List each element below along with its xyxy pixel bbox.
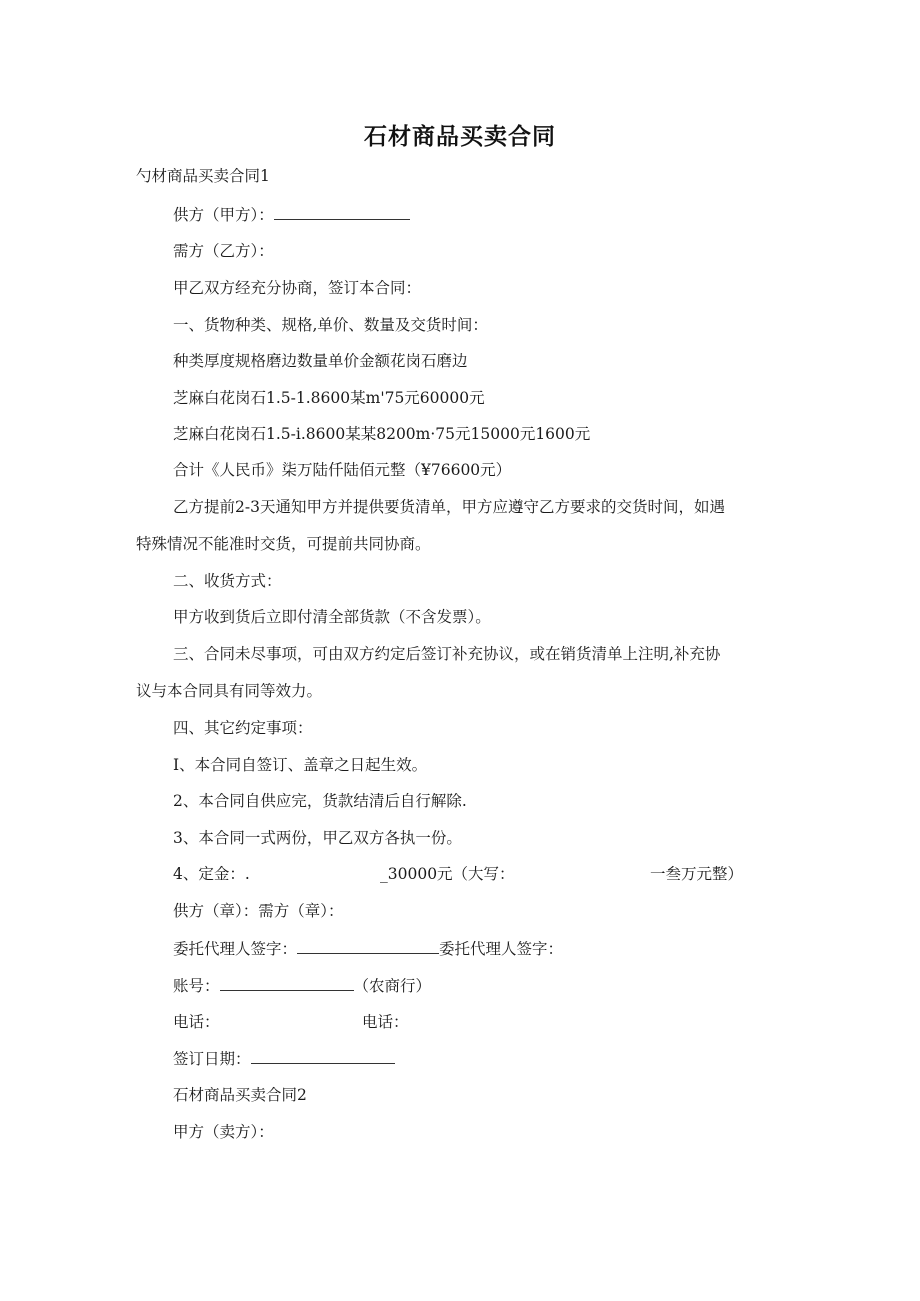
intro-line: 甲乙双方经充分协商，签订本合同： [173, 279, 422, 297]
item-4-label: 4、定金：. [173, 865, 250, 883]
delivery-line-1: 乙方提前2-3天通知甲方并提供要货清单，甲方应遵守乙方要求的交货时间，如遇 [173, 498, 725, 516]
supplier-blank [274, 204, 410, 220]
document-title: 石材商品买卖合同 [364, 124, 556, 150]
account-label: 账号： [173, 977, 220, 995]
goods-row-2: 芝麻白花岗石1.5-i.8600某某8200m·75元15000元1600元 [173, 425, 591, 443]
phone-label-supplier: 电话： [173, 1013, 220, 1031]
buyer-line: 需方（乙方）： [173, 242, 274, 260]
item-1: I、本合同自签订、盖章之日起生效。 [173, 756, 428, 774]
agent-label-buyer: 委托代理人签字： [439, 940, 564, 958]
account-line [173, 975, 431, 996]
account-blank [220, 975, 354, 991]
sign-date-label: 签订日期： [173, 1050, 251, 1068]
agent-blank [297, 938, 439, 954]
contract-heading-2: 石材商品买卖合同2 [173, 1086, 307, 1104]
section-3-line-1: 三、合同未尽事项，可由双方约定后签订补充协议，或在销货清单上注明,补充协 [173, 645, 721, 663]
item-2: 2、本合同自供应完，货款结清后自行解除. [173, 792, 467, 810]
item-4-amount: _30000元（大写： [380, 865, 515, 883]
goods-row-1: 芝麻白花岗石1.5-1.8600某m'75元60000元 [173, 389, 485, 407]
section-3-line-2: 议与本合同具有同等效力。 [136, 682, 323, 700]
phone-label-buyer: 电话： [362, 1013, 409, 1031]
contract-heading-1: 勺材商品买卖合同1 [136, 167, 270, 185]
item-4-words: 一叁万元整） [650, 865, 744, 883]
supplier-line [173, 204, 410, 225]
total-line: 合计《人民币》柒万陆仟陆佰元整（¥76600元） [173, 461, 512, 479]
section-2-body: 甲方收到货后立即付清全部货款（不含发票）。 [173, 608, 491, 626]
seal-line: 供方（章）：需方（章）： [173, 902, 344, 920]
item-3: 3、本合同一式两份，甲乙双方各执一份。 [173, 829, 462, 847]
section-2-heading: 二、收货方式： [173, 572, 282, 590]
party-a-seller-line: 甲方（卖方）： [173, 1123, 274, 1141]
sign-date-line [173, 1048, 395, 1069]
section-1-heading: 一、货物种类、规格,单价、数量及交货时间： [173, 316, 488, 334]
section-4-heading: 四、其它约定事项： [173, 719, 313, 737]
delivery-line-2: 特殊情况不能准时交货，可提前共同协商。 [136, 535, 431, 553]
sign-date-blank [251, 1048, 395, 1064]
supplier-label: 供方（甲方）： [173, 206, 274, 224]
agent-label-supplier: 委托代理人签字： [173, 940, 298, 958]
goods-table-header: 种类厚度规格磨边数量单价金额花岗石磨边 [173, 352, 468, 370]
account-bank: （农商行） [353, 977, 432, 995]
agent-line [173, 938, 563, 959]
